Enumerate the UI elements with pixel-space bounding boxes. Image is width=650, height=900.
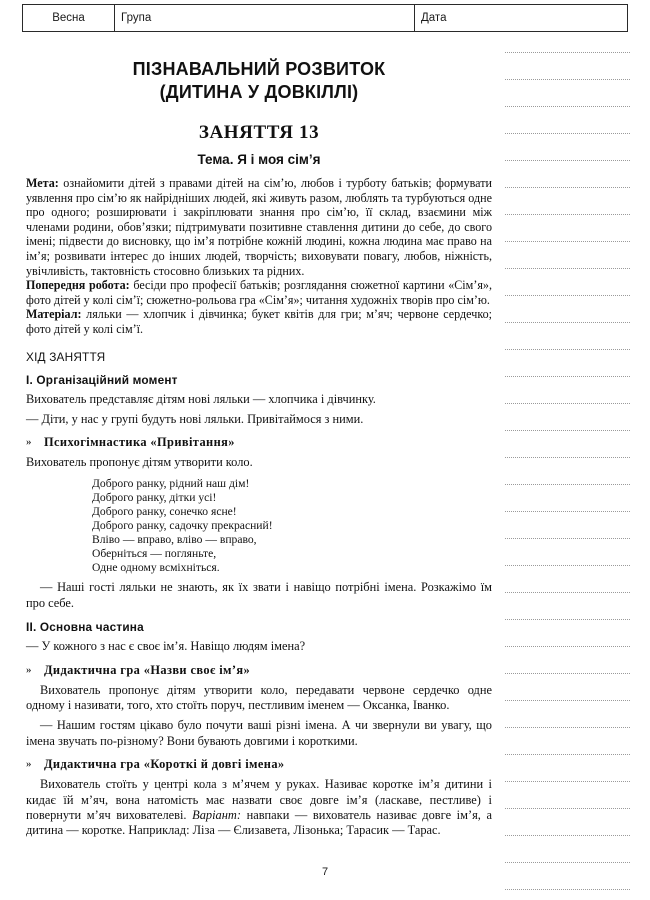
objective-label: Мета: (26, 176, 59, 190)
objective-paragraph (26, 176, 492, 278)
game-2-heading (26, 757, 492, 772)
margin-note-lines (505, 26, 630, 890)
preparation-label: Попередня робота: (26, 278, 130, 293)
note-line (505, 323, 630, 350)
note-line (505, 620, 630, 647)
game-1-paragraph-2: — Нашим гостям цікаво було почути ваші різні імена. А чи звернули ви увагу, що імена звучать по-різному? Вони бувають довгими і короткими. (26, 718, 492, 748)
note-line (505, 782, 630, 809)
page-title-line-1: ПІЗНАВАЛЬНИЙ РОЗВИТОК (132, 59, 386, 79)
note-line (505, 161, 630, 188)
page-title-line-2: (ДИТИНА У ДОВКІЛЛІ) (159, 82, 359, 102)
note-line (505, 755, 630, 782)
part-2-heading: II. Основна частина (26, 620, 144, 635)
materials-text: ляльки — хлопчик і дівчинка; букет квітів для гри; м’яч; червоне сердечко; фото дітей у колі сім’ї. (26, 307, 492, 336)
game-2-text-a: Вихователь стоїть у центрі кола з м’ячем у руках. Називає коротке ім’я дитини і кидає їй м’яч, вона натомість має назвати своє довге ім’я (ласкаве, пестливе) і повернути м’яч вихователеві. (26, 777, 492, 823)
game-1-paragraph-1: Вихователь пропонує дітям утворити коло, передавати червоне сердечко одне одному і називати, того, хто стоїть поруч, пестливим іменем — Оксанка, Іванко. (26, 682, 492, 713)
verse-line: Доброго ранку, садочку прекрасний! (92, 519, 273, 533)
game-2-text-b: навпаки — вихователь називає довге ім’я, а дитина — коротке. Наприклад: Ліза — Єлизавета, Лізонька; Тарасик — Тарас. (26, 808, 492, 838)
note-line (505, 836, 630, 863)
note-line (505, 674, 630, 701)
psychogymnastics-instruction: Вихователь пропонує дітям утворити коло. (26, 455, 253, 470)
note-line (505, 107, 630, 134)
note-line (505, 377, 630, 404)
verse-line: Доброго ранку, рідний наш дім! (92, 476, 250, 490)
preparation-paragraph (26, 278, 492, 307)
page-number: 7 (321, 866, 329, 878)
header-cell-group: Група (115, 5, 415, 31)
note-line (505, 296, 630, 323)
lesson-course-heading: ХІД ЗАНЯТТЯ (26, 349, 106, 364)
page-title (26, 58, 492, 104)
part-1-line-1: Вихователь представляє дітям нові ляльки — хлопчика і дівчинку. (26, 391, 376, 406)
verse-line: Доброго ранку, дітки усі! (92, 490, 217, 504)
note-line (505, 53, 630, 80)
part-1-line-2: — Діти, у нас у групі будуть нові ляльки. Привітаймося з ними. (26, 411, 364, 426)
note-line (505, 431, 630, 458)
psychogymnastics-heading (26, 435, 492, 450)
note-line (505, 701, 630, 728)
preparation-text: бесіди про професії батьків; розглядання сюжетної картини «Сім’я», фото дітей у колі сім’ї; сюжетно-рольова гра «Сім’я»; читання художніх творів про сім’ю. (26, 278, 492, 307)
materials-label: Матеріал: (26, 307, 82, 322)
verse-line: Оберніться — погляньте, (92, 547, 217, 561)
header-cell-date: Дата (421, 12, 447, 24)
note-line (505, 242, 630, 269)
part-1-heading: I. Організаційний момент (26, 372, 178, 387)
note-line (505, 458, 630, 485)
part-2-line-1: — У кожного з нас є своє ім’я. Навіщо людям імена? (26, 639, 306, 654)
game-2-paragraph (26, 777, 492, 839)
note-line (505, 512, 630, 539)
note-line (505, 593, 630, 620)
double-chevron-icon: » (26, 436, 32, 449)
game-1-heading-label: Дидактична гра «Назви своє ім’я» (44, 662, 251, 677)
game-2-heading-label: Дидактична гра «Короткі й довгі імена» (44, 757, 285, 772)
note-line (505, 350, 630, 377)
main-text-column (26, 44, 492, 839)
note-line (505, 134, 630, 161)
game-2-variant-label: Варіант: (192, 808, 241, 823)
note-line (505, 269, 630, 296)
objective-text: ознайомити дітей з правами дітей на сім’ю, любов і турботу батьків; формувати уявлення про сім’ю як найрідніших людей, які живуть разом, люблять та турбуються одне про одного; розширювати і закріплювати знання про сім’ю, її склад, взаємини між членами родини, обов’язки; підтримувати позитивне ставлення дитини до себе, до свого імені; підвести до висновку, що ім’я потрібне кожній людині, кожна людина має право на ім’я; розвивати інтерес до інших людей, творчість; виховувати повагу, любов, ніжність, увічливість, тактовність стосовно близьких та рідних. (26, 176, 492, 278)
lesson-theme-title: Тема. Я і моя сім’я (197, 152, 321, 167)
note-line (505, 404, 630, 431)
note-line (505, 539, 630, 566)
verse-line: Доброго ранку, сонечко ясне! (92, 504, 237, 518)
note-line (505, 647, 630, 674)
note-line (505, 809, 630, 836)
game-1-heading (26, 663, 492, 678)
verse-line: Одне одному всміхніться. (92, 561, 220, 575)
note-line (505, 26, 630, 53)
double-chevron-icon: » (26, 758, 32, 771)
materials-paragraph (26, 307, 492, 336)
note-line (505, 215, 630, 242)
header-cell-season: Весна (23, 5, 115, 31)
verse-line: Вліво — вправо, вліво — вправо, (92, 533, 257, 547)
double-chevron-icon: » (26, 663, 32, 676)
note-line (505, 485, 630, 512)
lesson-number-title: ЗАНЯТТЯ 13 (198, 122, 320, 143)
note-line (505, 566, 630, 593)
note-line (505, 188, 630, 215)
note-line (505, 80, 630, 107)
after-verse-paragraph: — Наші гості ляльки не знають, як їх звати і навіщо потрібні імена. Розкажімо їм про себе. (26, 580, 492, 610)
greeting-verse (26, 477, 492, 576)
note-line (505, 728, 630, 755)
psychogymnastics-heading-label: Психогімнастика «Привітання» (44, 435, 235, 450)
